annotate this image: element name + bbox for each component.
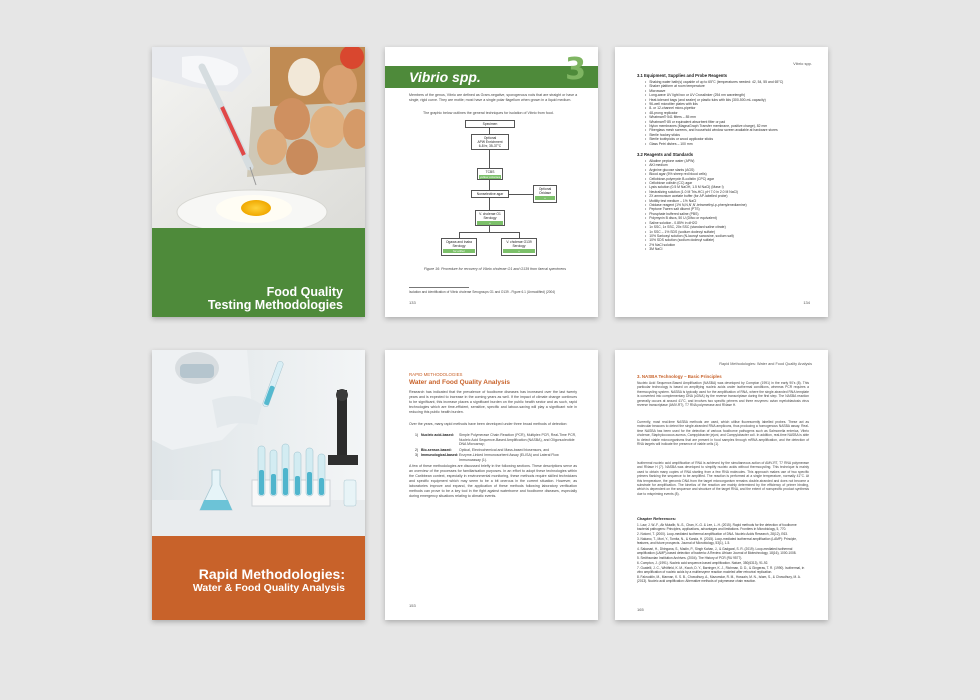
- reagent-item: • 2X ammonium acetate buffer (for AP-labelled probe): [645, 194, 813, 198]
- equipment-item: • Heat-tolerant bags (and sealer) or plastic tubs with lids (300-500-mL capacity): [645, 98, 813, 102]
- flow-o1-1: V. cholerae O1: [479, 212, 501, 216]
- reagent-item: • Arginine glucose slants (AGS): [645, 168, 813, 172]
- cover-title-line1: Food Quality: [266, 285, 343, 299]
- reagent-item: • Oxidase reagent (1% N,N,N',N'-tetramethyl-p-phenylenediamine): [645, 203, 813, 207]
- reagent-item: • 1x SSC, 1x SSC, 20x SSC (standard saline citrate): [645, 225, 813, 229]
- flow-ogawa: [441, 238, 477, 256]
- reagent-item: • 1x SSC – 1% SDS (sodium dodecyl sulfate): [645, 230, 813, 234]
- reagent-item: • Neutralizing solution (1.0 M Tris-HCl, pH 7.0 in 2.0 M NaCl): [645, 190, 813, 194]
- reagent-item: • AKI medium: [645, 163, 813, 167]
- equipment-item: • Shaking water bath(s) capable of up to 65°C (temperatures needed: 42, 54, 55 and 65°C): [645, 80, 813, 84]
- flow-ogawa-1: Ogawa and Inaba: [445, 240, 473, 244]
- figure-caption: Figure 16: Procedure for recovery of Vibrio cholerae O1 and O139 from faecal specimens: [423, 267, 567, 271]
- equipment-item: • Glass Petri dishes – 100 mm: [645, 142, 813, 146]
- reference-item: 1. Law, J. W.-F., Ab Mutalib, N.-S., Chan, K.-G. & Lee, L.-H. (2015). Rapid methods for the detection of foodborne bacterial pathogens: Principles, applications, advantages and limitations. Frontiers in Microbiology, 5, 770.: [637, 523, 797, 531]
- footnote-rule: [409, 287, 469, 288]
- reagents-list: [645, 159, 813, 252]
- flow-oxidase-bar: +: [535, 196, 555, 200]
- equipment-item: • Long-wave UV light box or UV Crosslinker (254 nm wavelength): [645, 93, 813, 97]
- flow-o1-bar: +: [477, 221, 503, 225]
- reagent-item: • Cellobiose-polymyxin B-colistin (CPC) agar: [645, 177, 813, 181]
- reference-item: 6. Compton, J. (1991). Nucleic acid sequence-based amplification. Nature, 350(6313), 91-92.: [637, 560, 769, 565]
- equipment-item: • Whatman® 541 filters – 85 mm: [645, 115, 813, 119]
- flow-nonselective: [471, 190, 509, 198]
- nasba-title: 3. NASBA Technology – Basic Principles: [637, 374, 722, 379]
- footnote: Isolation and identification of Vibrio cholerae Serogroups O1 and O139 - Figure 6.1 (Unmodified) (2004): [409, 290, 556, 294]
- vibrio-intro: Members of the genus, Vibrio are defined as Gram-negative, sporogenous rods that are straight or have a single, rigid curve. They are motile; most have a single polar flagellum when grown in a liquid medium.: [409, 93, 578, 102]
- equipment-item: • Fiberglass mesh screens, and household window screen available at hardware stores: [645, 128, 813, 132]
- equipment-item: • 48-prong replicator: [645, 111, 813, 115]
- flow-ogawa-2: Serology: [452, 244, 466, 248]
- lab-photo: [152, 350, 365, 536]
- reagent-item: • Motility test medium – 1% NaCl: [645, 199, 813, 203]
- nasba-paragraph-2: Currently, most real-time NASBA methods are used, which utilise fluorescently labelled probes. These act as molecular beacons to detect the single-stranded RNA amplicons, thus producing a homogenous NASBA assay. Real-time NASBA has been used for the detection of various foodborne pathogens such as Salmonella enterica, Vibrio cholerae, Staphylococcus aureus, Campylobacter jejuni, and Campylobacter coli. In addition, real-time NASBA is able to detect viable microorganisms that are present in food samples through mRNA amplification, and the detection of RNA targets will indicate the presence of viable cells (1).: [637, 420, 809, 447]
- cover-title-line2: Testing Methodologies: [207, 298, 343, 312]
- method-num: 2): [415, 447, 419, 452]
- reference-item: 7. Guatelli, J. C., Whitfield, K. M., Kwoh, D. Y., Barringer, K. J., Richman, D. D., & Gingeras, T. R. (1990). Isothermal, in vitro amplification of nucleic acids by a multienzyme reaction modeled after retroviral replication.: [637, 566, 805, 575]
- nasba-paragraph-3: Isothermal nucleic acid amplification of RNA is achieved by the simultaneous action of AMV-RT, T7 RNA polymerase and RNase H (7). NASBA was developed to simplify nucleic acids without thermocycling. This technique is mainly used to obtain many copies of RNA starting from a few RNA molecules. This approach makes use of two specific primers flanking the sequence to be amplified. The reaction is performed at a single temperature, normally 41°C. At this temperature, the genomic DNA from the target microorganism remains double-stranded and does not become a substrate for amplification. The kinetics of the reaction are mainly determined by the efficiency of primer binding, which is dependent on the sequence and structure of the target RNA, and the extent of nonspecific product synthesis due to mispriming events (8).: [637, 461, 809, 496]
- reagent-item: • Saline solution - 0.85% in dH2O: [645, 221, 813, 225]
- page-equipment: [615, 47, 828, 317]
- flow-enrich-2: APW Enrichment: [477, 140, 503, 144]
- vibrio-lead: The graphic below outlines the general techniques for isolation of Vibrio from food.: [423, 111, 554, 115]
- cover-title: [193, 566, 345, 595]
- equipment-item: • Sterile hockey sticks: [645, 133, 813, 137]
- page-number: 153: [409, 603, 416, 608]
- flow-o139-2: Serology: [512, 244, 526, 248]
- reference-item: 3. Nakano, T., Mori, Y., Tomita, N., & Kanda, H. (2015). Loop-mediated isothermal amplification (LAMP): Principle, features, and future prospects. Journal of Microbiology, 53(1), 1-5.: [637, 537, 797, 546]
- flow-ogawa-bar: for either: [443, 249, 475, 253]
- section-3-1: 3.1 Equipment, Supplies and Probe Reagents: [637, 73, 728, 78]
- section-kicker: RAPID METHODOLOGIES: [409, 372, 463, 377]
- reagent-item: • Polymyxin B discs, 50 U (Difco or equivalent): [645, 216, 813, 220]
- method-num: 3): [415, 453, 419, 458]
- flow-o139-bar: +: [503, 249, 535, 253]
- reagent-item: • Cellobiose colistin (CC) agar: [645, 181, 813, 185]
- egg-syringe-photo: [152, 47, 365, 228]
- chapter-title: Vibrio spp.: [409, 69, 481, 85]
- method-item: [415, 433, 579, 447]
- reagent-item: • 10% SDS solution (sodium dodecyl sulfate): [645, 238, 813, 242]
- flow-tcbs-bar: yellow colonies: [479, 175, 501, 179]
- flow-o139: [501, 238, 537, 256]
- cover-rapid-methodologies: [152, 350, 365, 620]
- flow-tcbs: [477, 168, 503, 180]
- method-name: Immunological-based:: [421, 453, 459, 458]
- cover-title-line1: Rapid Methodologies:: [198, 566, 345, 582]
- section-title: Water and Food Quality Analysis: [409, 379, 511, 386]
- flow-o1-2: Serology: [483, 216, 497, 220]
- equipment-item: • Sterile toothpicks or wood applicator sticks: [645, 137, 813, 141]
- reagent-item: • 2% NaCl solution: [645, 243, 813, 247]
- flow-oxidase-label: Optional Oxidase: [538, 187, 552, 195]
- flow-specimen-label: Specimen: [482, 122, 498, 126]
- cover-food-quality: [152, 47, 365, 317]
- reagent-item: • Peptone Tween salt diluent (PTS): [645, 207, 813, 211]
- page-nasba: [615, 350, 828, 620]
- reference-item: 2. Notomi, T. (2000). Loop-mediated isothermal amplification of DNA. Nucleic Acids Research, 28(12), E63.: [637, 532, 788, 537]
- method-num: 1): [415, 433, 419, 437]
- equipment-item: • Nylon membranes (MagnaGraph Transfer membrane, positive charge), 82 mm: [645, 124, 813, 128]
- method-name: Bio-sensor-based:: [421, 447, 452, 452]
- equipment-item: • Shaker platform at room temperature: [645, 84, 813, 88]
- page-vibrio: [385, 47, 598, 317]
- intro-paragraph-2: Over the years, many rapid methods have been developed under three broad methods of detection:: [409, 422, 568, 426]
- method-desc: Simple Polymerase Chain Reaction (PCR), Multiplex PCR, Real-Time PCR, Nucleic Acid Sequence-Based Amplification (NASBA), and Oligonucleotide DNA Microarray;: [459, 433, 577, 447]
- equipment-item: • Whatman® 85 or equivalent absorbent filter or pad: [645, 120, 813, 124]
- running-header: Vibrio spp.: [793, 61, 812, 66]
- method-name: Nucleic acid-based:: [421, 433, 454, 437]
- page-number: 134: [803, 300, 810, 305]
- running-header: Rapid Methodologies: Water and Food Quality Analysis: [719, 362, 812, 366]
- page-number: 133: [409, 300, 416, 305]
- equipment-list: [645, 80, 813, 146]
- lab-test-tubes-illustration: [152, 350, 365, 536]
- method-desc: Enzyme-Linked Immunosorbent Assay (ELISA) and Lateral Flow Immunoassay (1).: [459, 453, 559, 462]
- equipment-item: • Microwave: [645, 89, 813, 93]
- equipment-item: • 8- or 12-channel micro-pipettor: [645, 106, 813, 110]
- flow-enrich-3: 6-8 hr, 35-37°C: [478, 144, 502, 148]
- flow-nonselective-label: Nonselective agar: [476, 192, 504, 196]
- reagent-item: • Blood agar (5% sheep red blood cells): [645, 172, 813, 176]
- reference-item: 5. Smithsonian Institution Archives. (2004). The History of PCR (RU 9577).: [637, 555, 743, 560]
- flow-oxidase: [533, 185, 557, 203]
- cover-title-line2: Water & Food Quality Analysis: [192, 582, 345, 594]
- flow-tcbs-label: TCBS: [485, 170, 495, 174]
- reagent-item: • 10% Sarkosyl solution (N-lauroyl sarcosine, sodium salt): [645, 234, 813, 238]
- method-desc: Optical, Electrochemical and Mass-based biosensors, and: [459, 447, 550, 452]
- flow-specimen: [465, 120, 515, 128]
- reference-item: 4. Sakanari, H., Dhingana, S., Madin, P., Singh Kahan, J., & Gadgwal, S. R. (2019). Loop-mediated isothermal amplification (LAMP)-based detection of bacteria: A Review. African Journal of Biotechnology, 18(16), 1000-1008.: [637, 546, 797, 555]
- method-item: [415, 453, 579, 462]
- method-item: [415, 448, 579, 453]
- reagent-item: • 3M NaCl: [645, 247, 813, 251]
- reagent-item: • Lysis solution (0.5 M NaOH, 1.5 M NaCl) (Mase I): [645, 185, 813, 189]
- cover-title: [208, 286, 343, 312]
- flow-o139-1: V. cholerae O139: [506, 240, 532, 244]
- reference-item: 8. Fakruddin, M., Mannan, K. S. B., Chowdhury, A., Mazumdar, R. M., Hossain, M. N., Islam, S., & Chowdhury, M. A. (2013). Nucleic acid amplification: Alternative methods of polymerase chain reaction.: [637, 575, 801, 584]
- flow-enrichment: [471, 134, 509, 150]
- reagent-item: • Phosphate buffered saline (PBS): [645, 212, 813, 216]
- page-rapid-intro: [385, 350, 598, 620]
- intro-paragraph-3: A few of these methodologies are discussed briefly in the following sections. These descriptions serve as an overview of the processes for familiarisation purposes. In an effort to adopt these technologies within the Caribbean context, especially in environmental monitoring, these methods require skilled technicians and specific equipment which may seem to be a bit onerous in the current situation. However, as laboratories improve and expand, the application of these methods following laboratory verification methods can prove to be a key tool in the fight against waterborne and foodborne diseases, especially during emergency situations relating to climatic events.: [409, 464, 577, 498]
- nasba-paragraph-1: Nucleic Acid Sequence-Based Amplification (NASBA) was developed by Compton (1991) in the early 90's (8). This particular technology is based on amplifying nucleic acids under isothermal conditions, whereas PCR requires a thermocycling system. NASBA is typically used for the amplification of RNA, where the single-stranded RNA template is converted into complementary DNA (cDNA) by the reverse transcriptase during the first step. The NASBA reaction generally occurs at around 41°C, and involves two specific primers and three enzymes: avian myeloblastosis virus reverse transcriptase (AMV-RT), T7 RNA polymerase and RNase H.: [637, 381, 809, 408]
- chapter-number: 3: [565, 52, 586, 87]
- reagent-item: • Alkaline peptone water (APW): [645, 159, 813, 163]
- references-title: Chapter References:: [637, 516, 677, 521]
- equipment-item: • 96-well microtiter plates with lids: [645, 102, 813, 106]
- section-3-2: 3.2 Reagents and Standards: [637, 152, 694, 157]
- references-list: [637, 523, 809, 585]
- flow-o1-serology: [475, 210, 505, 226]
- egg-syringe-illustration: [152, 47, 365, 228]
- page-number: 165: [637, 607, 644, 612]
- methods-list: [415, 433, 579, 463]
- flow-enrich-1: Optional: [483, 136, 497, 140]
- intro-paragraph-1: Research has indicated that the prevalence of foodborne diseases has increased over the last twenty years and is expected to increase in the coming years as well. If the impact of climate change continues to be significant, this increase places a significant burden on the public health sector and as such, rapid technologies which are time-efficient, sensitive, specific and labour-saving will play a significant role in reducing this public health burden.: [409, 390, 577, 414]
- vibrio-flowchart: [385, 47, 598, 317]
